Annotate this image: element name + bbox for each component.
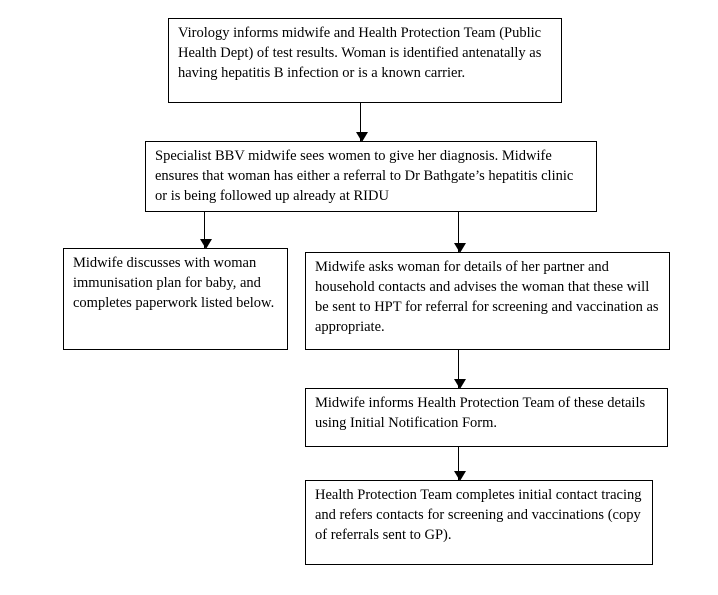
flow-box-immunisation-plan: [63, 248, 288, 350]
flow-box-contact-tracing: [305, 480, 653, 565]
arrow-specialist-midwife-to-partner-details: [458, 212, 459, 252]
flow-box-virology-informs: [168, 18, 562, 103]
flow-box-informs-hpt: [305, 388, 668, 447]
flow-box-specialist-bbv-midwife-text: Specialist BBV midwife sees women to give her diagnosis. Midwife ensures that woman has either a referral to Dr Bathgate’s hepatitis clinic or is being followed up already at RIDU: [155, 148, 574, 204]
flow-box-partner-details: [305, 252, 670, 350]
arrow-specialist-midwife-to-immunisation-plan: [204, 212, 205, 248]
flow-box-virology-informs-text: Virology informs midwife and Health Protection Team (Public Health Dept) of test results. Woman is identified antenatally as having hepatitis B infection or is a known carrier.: [178, 25, 542, 81]
flow-box-partner-details-text: Midwife asks woman for details of her partner and household contacts and advises the woman that these will be sent to HPT for referral for screening and vaccination as appropriate.: [315, 259, 659, 335]
arrow-partner-details-to-informs-hpt: [458, 350, 459, 388]
arrow-informs-hpt-to-contact-tracing: [458, 447, 459, 480]
flow-box-informs-hpt-text: Midwife informs Health Protection Team of these details using Initial Notification Form.: [315, 395, 646, 431]
flow-box-immunisation-plan-text: Midwife discusses with woman immunisation plan for baby, and completes paperwork listed below.: [73, 255, 275, 311]
flow-box-specialist-bbv-midwife: [145, 141, 597, 212]
flow-box-contact-tracing-text: Health Protection Team completes initial contact tracing and refers contacts for screening and vaccinations (copy of referrals sent to GP).: [315, 487, 642, 543]
arrow-virology-to-specialist-midwife: [360, 103, 361, 141]
